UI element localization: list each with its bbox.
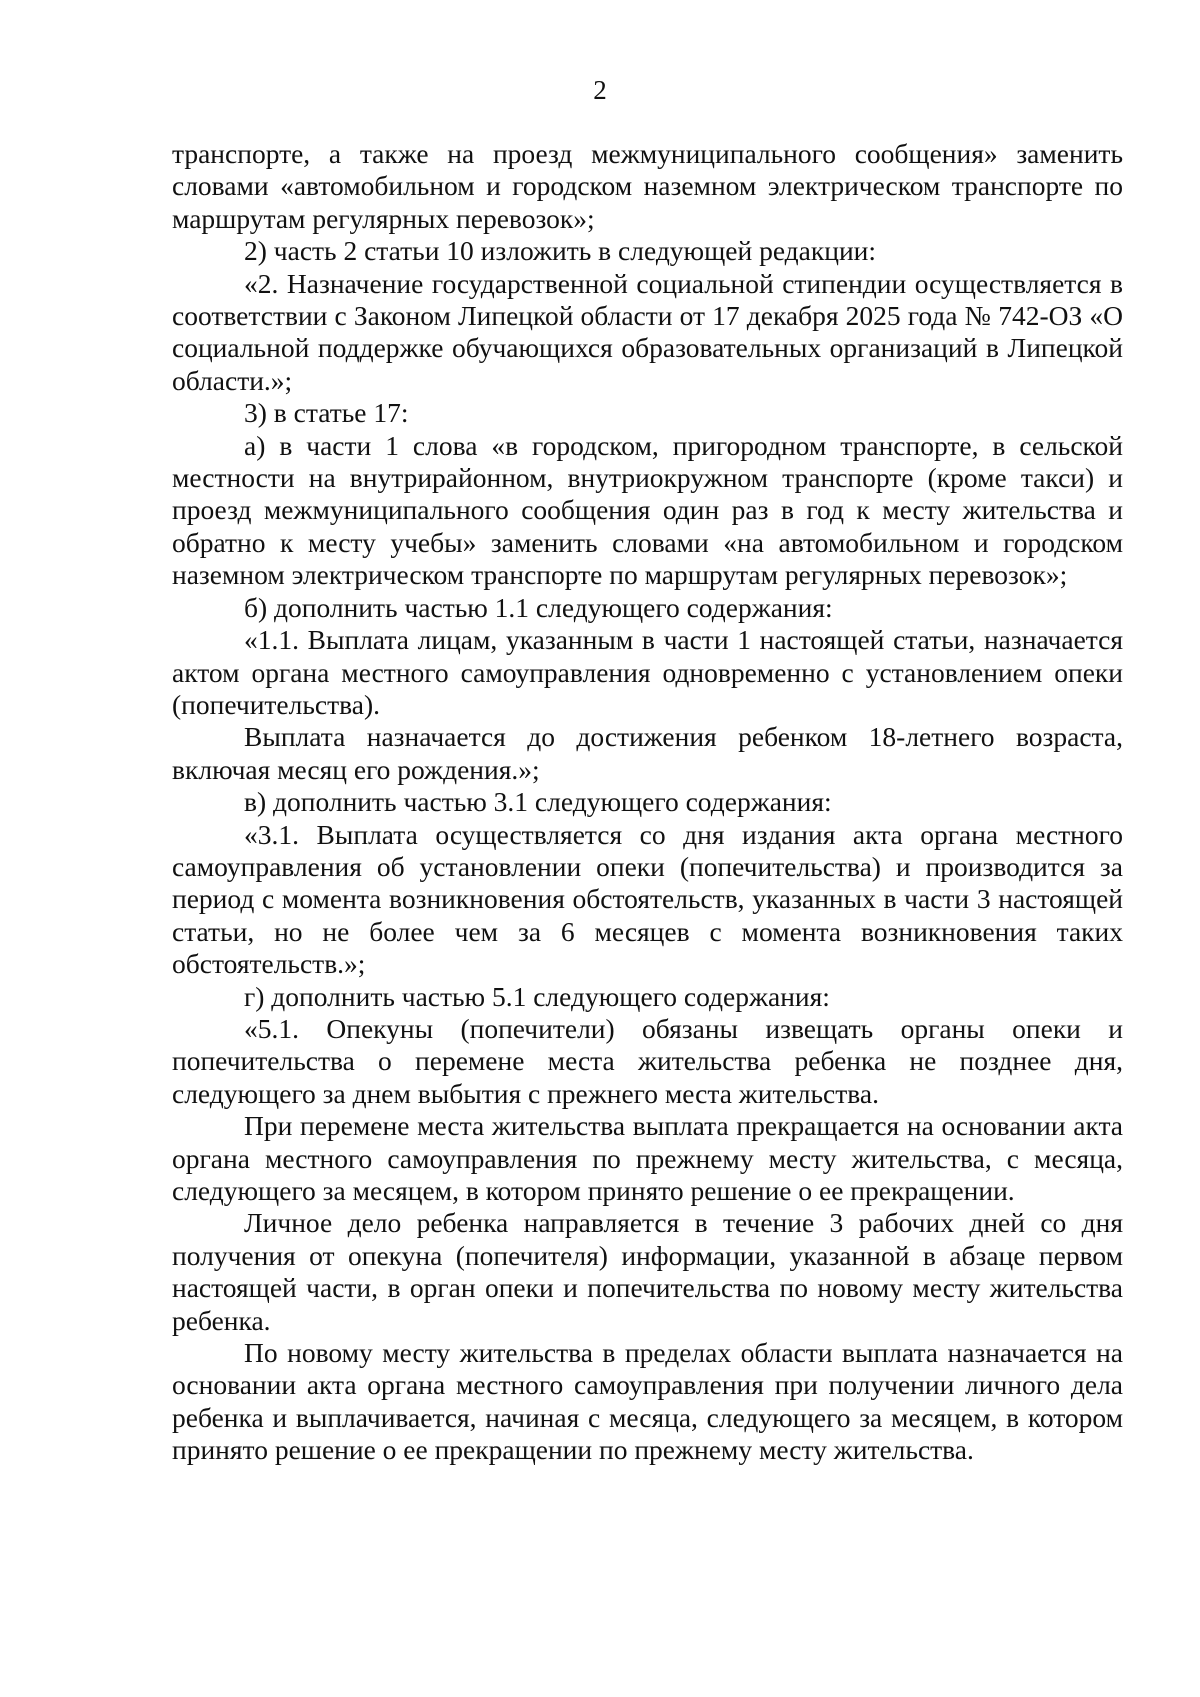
paragraph-quoted-part-1-1: «1.1. Выплата лицам, указанным в части 1 настоящей статьи, назначается актом органа местного самоуправления одновременно с установлением опеки (попечительства). bbox=[172, 624, 1123, 720]
paragraph-quoted-part-5-1: «5.1. Опекуны (попечители) обязаны извещать органы опеки и попечительства о перемене места жительства ребенка не позднее дня, следующего за днем выбытия с прежнего места жительства. bbox=[172, 1012, 1123, 1109]
paragraph-quoted-part-3-1: «3.1. Выплата осуществляется со дня издания акта органа местного самоуправления об установлении опеки (попечительства) и производится за период с момента возникновения обстоятельств, указанных в части 3 настоящей статьи, но не более чем за 6 месяцев с момента возникновения таких обстоятельств.»; bbox=[172, 818, 1123, 980]
document-body bbox=[172, 138, 1123, 1467]
paragraph-change-residence: При перемене места жительства выплата прекращается на основании акта органа местного самоуправления по прежнему месту жительства, с месяца, следующего за месяцем, в котором принято решение о ее прекращении. bbox=[172, 1110, 1123, 1206]
paragraph-item-3: 3) в статье 17: bbox=[244, 397, 409, 429]
paragraph-item-2: 2) часть 2 статьи 10 изложить в следующей редакции: bbox=[244, 235, 877, 267]
paragraph-personal-file: Личное дело ребенка направляется в течение 3 рабочих дней со дня получения от опекуна (попечителя) информации, указанной в абзаце первом настоящей части, в орган опеки и попечительства по новому месту жительства ребенка. bbox=[172, 1207, 1123, 1336]
paragraph-subitem-v: в) дополнить частью 3.1 следующего содержания: bbox=[244, 786, 832, 818]
paragraph-subitem-b: б) дополнить частью 1.1 следующего содержания: bbox=[244, 591, 833, 623]
paragraph-quoted-part-2: «2. Назначение государственной социальной стипендии осуществляется в соответствии с Законом Липецкой области от 17 декабря 2025 года № 742-ОЗ «О социальной поддержке обучающихся образовательных организаций в Липецкой области.»; bbox=[172, 267, 1123, 396]
paragraph-continuation: транспорте, а также на проезд межмуниципального сообщения» заменить словами «автомобильном и городском наземном электрическом транспорте по маршрутам регулярных перевозок»; bbox=[172, 138, 1123, 234]
page-number: 2 bbox=[593, 75, 607, 105]
paragraph-payment-age: Выплата назначается до достижения ребенком 18-летнего возраста, включая месяц его рождения.»; bbox=[172, 721, 1123, 785]
paragraph-new-residence: По новому месту жительства в пределах области выплата назначается на основании акта органа местного самоуправления при получении личного дела ребенка и выплачивается, начиная с месяца, следующего за месяцем, в котором принято решение о ее прекращении по прежнему месту жительства. bbox=[172, 1337, 1123, 1466]
paragraph-subitem-a: а) в части 1 слова «в городском, пригородном транспорте, в сельской местности на внутрирайонном, внутриокружном транспорте (кроме такси) и проезд межмуниципального сообщения один раз в год к месту жительства и обратно к месту учебы» заменить словами «на автомобильном и городском наземном электрическом транспорте по маршрутам регулярных перевозок»; bbox=[172, 429, 1123, 591]
paragraph-subitem-g: г) дополнить частью 5.1 следующего содержания: bbox=[244, 980, 830, 1012]
